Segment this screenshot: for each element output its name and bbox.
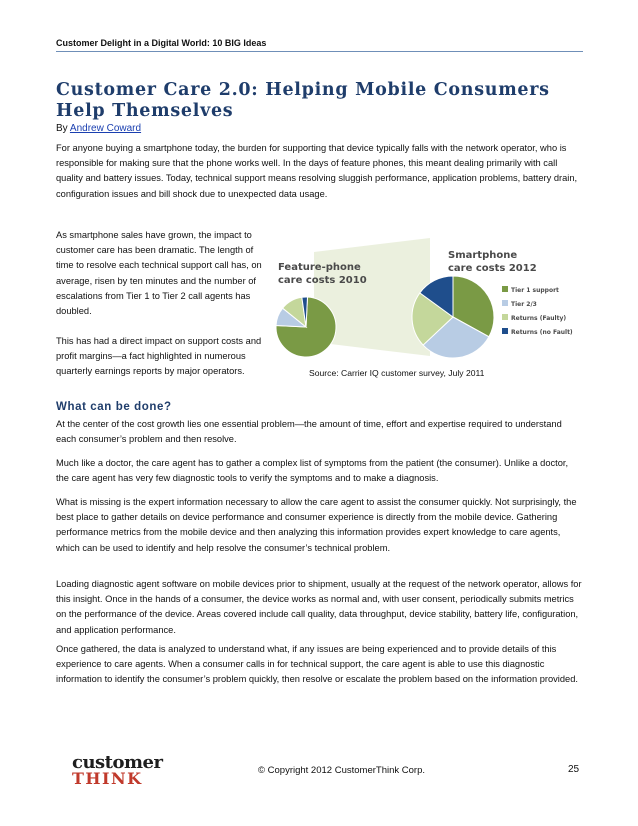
legend-label-4: Returns (no Fault) — [511, 329, 573, 336]
chart2-title-line2: care costs 2012 — [448, 263, 537, 274]
cost-comparison-figure — [268, 230, 574, 380]
body-paragraph-2: Much like a doctor, the care agent has to gather a complex list of symptoms from the patient (the consumer). Unlike a doctor, the care agent has very few diagnostic tools to verify the symptoms and to make a diagnosis. — [56, 458, 569, 484]
pie-chart-2010 — [276, 297, 336, 357]
chart1-title-line1: Feature-phone — [278, 262, 361, 273]
legend-swatch-4 — [502, 328, 508, 334]
body-paragraph-4: Loading diagnostic agent software on mobile devices prior to shipment, usually at the request of the network operator, allows for this insight. Once in the hands of a consumer, the device works as normal and, with user consent, periodically submits metrics on the performance of the device. Areas covered include call quality, data throughput, device stability, battery life, configuration, and application performance. — [56, 579, 582, 635]
legend-swatch-2 — [502, 300, 508, 306]
logo-word-think: THINK — [72, 769, 143, 788]
page-number: 25 — [568, 764, 580, 775]
chart1-title-line2: care costs 2010 — [278, 275, 367, 286]
chart2-title-line1: Smartphone — [448, 250, 518, 261]
article-title: Customer Care 2.0: Helping Mobile Consumers Help Themselves — [56, 80, 550, 121]
impact-paragraph: This has had a direct impact on support costs and profit margins—a fact highlighted in numerous quarterly earnings reports by major operators. — [56, 336, 262, 377]
byline-prefix: By — [56, 123, 68, 134]
copyright-notice: © Copyright 2012 CustomerThink Corp. — [258, 765, 425, 776]
body-paragraph-5: Once gathered, the data is analyzed to understand what, if any issues are being experienced and to provide details of this experience to care agents. When a consumer calls in for technical support, the care agent is able to use this diagnostic information to identify the consumer’s problem quickly, then resolve or escalate the problem based on the information provided. — [56, 644, 578, 685]
legend-label-2: Tier 2/3 — [511, 301, 537, 308]
figure-caption: Source: Carrier IQ customer survey, July 2011 — [309, 368, 485, 378]
body-paragraph-3: What is missing is the expert information necessary to allow the care agent to assist the consumer quickly. Not surprisingly, the best place to gather details on device performance and consumer experience is directly from the mobile device. Gathering performance metrics from the mobile device and then analyzing this information provides expert knowledge to care agents, which can be used to identify and help resolve the consumer’s technical problem. — [56, 497, 577, 553]
cost-charts — [268, 230, 574, 380]
body-paragraph-1: At the center of the cost growth lies one essential problem—the amount of time, effort and expertise required to understand each consumer’s problem and then resolve. — [56, 419, 562, 445]
section-heading: What can be done? — [56, 401, 172, 413]
legend-label-1: Tier 1 support — [511, 287, 559, 294]
logo-word-customer: customer — [72, 752, 163, 773]
author-link[interactable]: Andrew Coward — [69, 123, 142, 134]
running-header: Customer Delight in a Digital World: 10 BIG Ideas — [56, 38, 583, 52]
customerthink-logo — [72, 752, 163, 788]
legend-swatch-3 — [502, 314, 508, 320]
legend-label-3: Returns (Faulty) — [511, 315, 567, 322]
intro-paragraph: For anyone buying a smartphone today, the burden for supporting that device typically falls with the network operator, who is responsible for making sure that the phone works well. In the days of feature phones, this meant dealing primarily with call quality and battery issues. Today, technical support means resolving sluggish performance, application problems, battery drain, configuration issues and bill shock due to unexpected data usage. — [56, 143, 578, 199]
pie-chart-2012 — [412, 276, 494, 358]
chart-legend — [502, 286, 573, 336]
byline — [56, 123, 141, 134]
sales-paragraph: As smartphone sales have grown, the impact to customer care has been dramatic. The length of time to resolve each technical support call has, on average, risen by ten minutes and the number of escalations from Tier 1 to Tier 2 call agents has doubled. — [56, 230, 262, 317]
legend-swatch-1 — [502, 286, 508, 292]
